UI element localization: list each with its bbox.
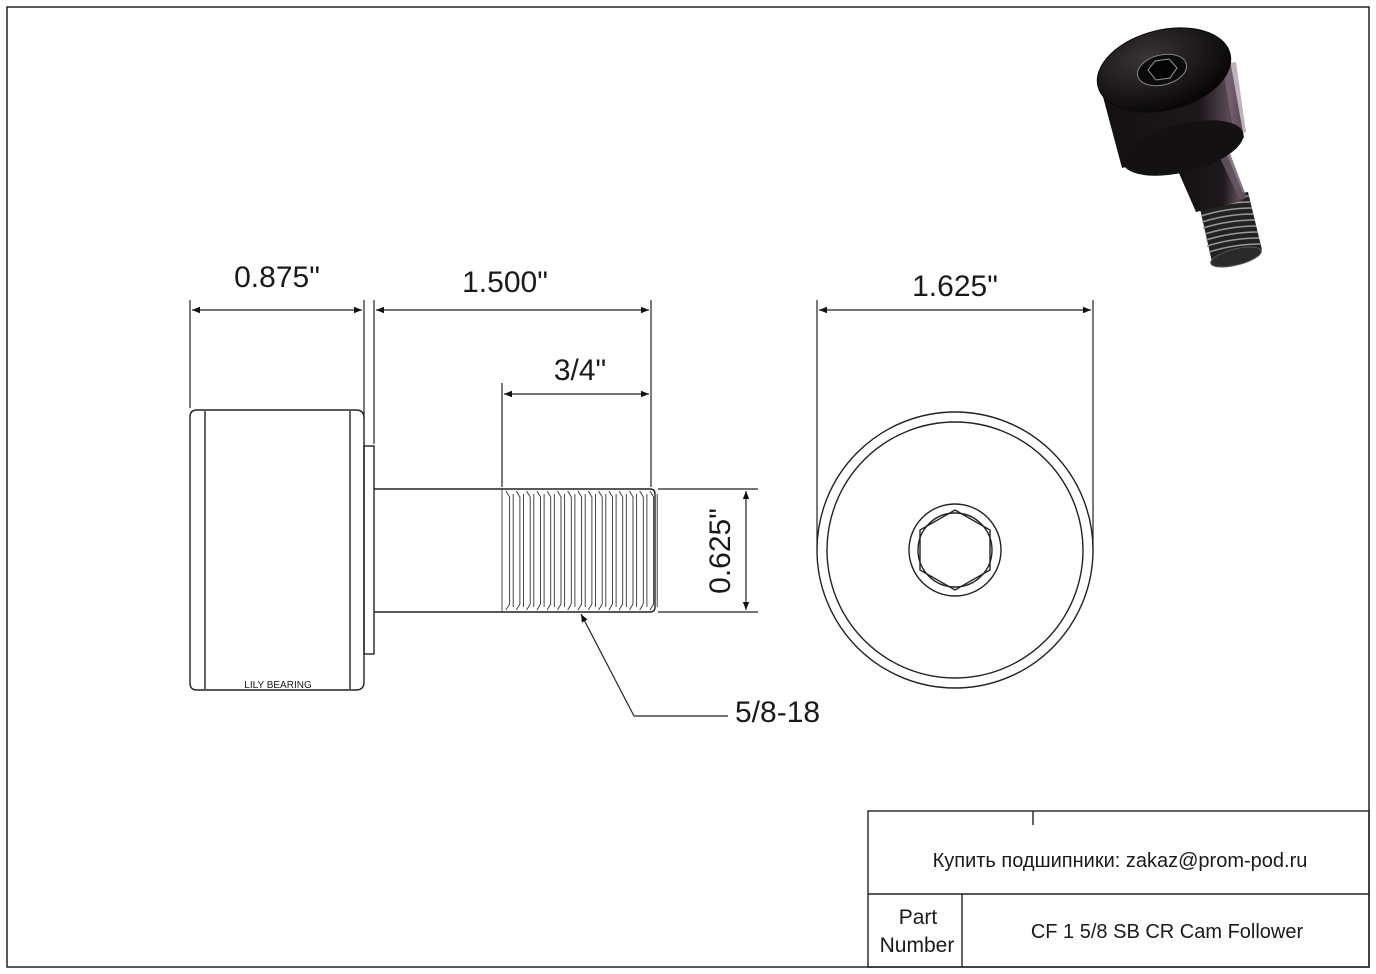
dim-thread-length: 3/4" (553, 354, 607, 387)
dim-stud-diameter: 0.625" (704, 508, 737, 594)
cam-follower-3d-preview-icon (1088, 15, 1263, 271)
roller-marking-text: LILY BEARING (244, 680, 312, 691)
thread-crests (506, 491, 657, 610)
title-block-contact: Купить подшипники: zakaz@prom-pod.ru (932, 850, 1308, 872)
roller-outline (190, 410, 364, 690)
dim-roller-width: 0.875" (234, 261, 320, 294)
thread-callout: 5/8-18 (735, 696, 821, 729)
socket-bore-circle (909, 504, 1001, 596)
dim-roller-diameter: 1.625" (912, 270, 998, 303)
dimension-lines (190, 300, 1093, 716)
dim-stud-length: 1.500" (462, 266, 548, 299)
thread-outline (502, 489, 655, 612)
end-view (817, 412, 1093, 688)
title-block-number-label: Number (879, 934, 955, 957)
roller-chamfer-circle (827, 422, 1083, 678)
title-block-part-number: CF 1 5/8 SB CR Cam Follower (1030, 921, 1304, 943)
title-block-part-label: Part (898, 906, 938, 929)
roller-outer-circle (817, 412, 1093, 688)
